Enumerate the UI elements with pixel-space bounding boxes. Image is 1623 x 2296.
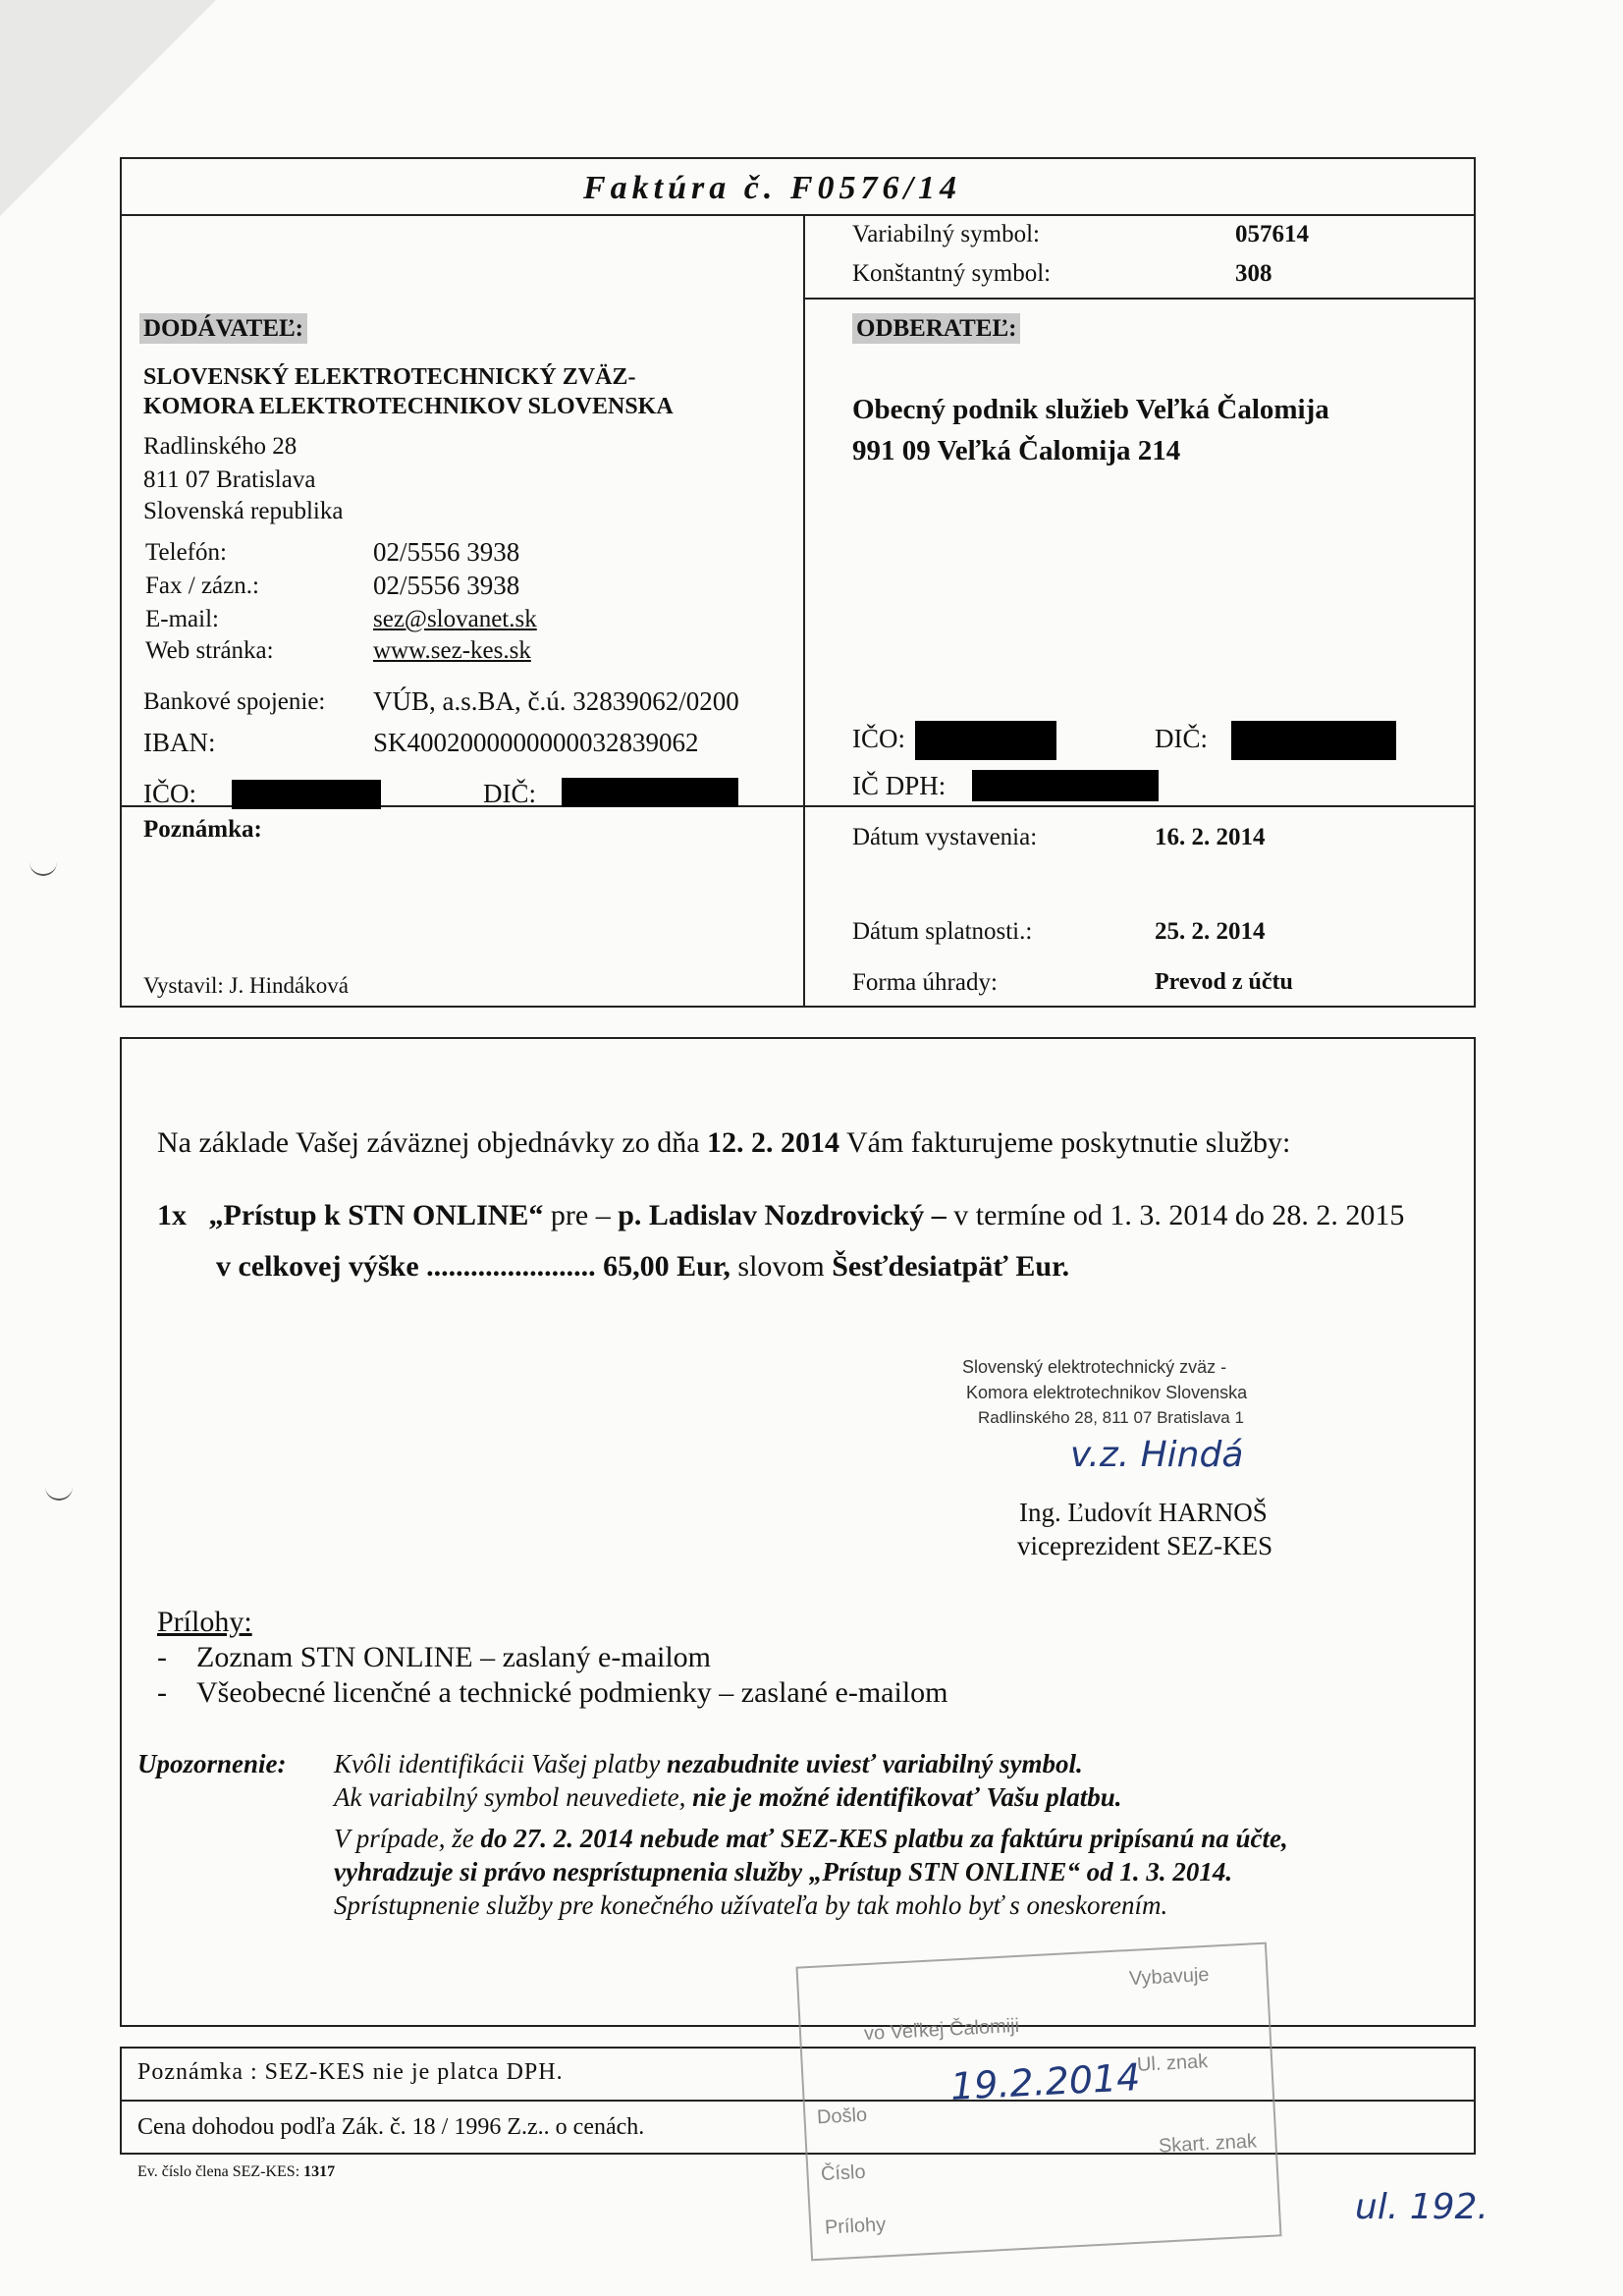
warning-line4: vyhradzuje si právo nesprístupnenia služby „Prístup STN ONLINE“ od 1. 3. 2014. xyxy=(334,1857,1233,1886)
stamp-town: vo Veľkej Čalomiji xyxy=(863,2014,1020,2046)
title-divider xyxy=(120,214,1476,216)
punch-hole-bottom xyxy=(45,1481,73,1501)
fax-value: 02/5556 3938 xyxy=(373,571,520,600)
stamp-prilohy: Prílohy xyxy=(824,2214,887,2239)
attachments-heading: Prílohy: xyxy=(157,1606,252,1638)
invoice-title: Faktúra č. F0576/14 xyxy=(583,170,961,206)
signatory-name: Ing. Ľudovít HARNOŠ xyxy=(1019,1498,1268,1527)
symbols-divider xyxy=(803,298,1476,300)
stamp-doslo: Došlo xyxy=(816,2104,868,2129)
member-number: Ev. číslo člena SEZ-KES: 1317 xyxy=(137,2163,336,2180)
web-link[interactable]: www.sez-kes.sk xyxy=(373,637,531,664)
stamp-skart-znak: Skart. znak xyxy=(1158,2130,1258,2158)
supplier-city: 811 07 Bratislava xyxy=(143,466,316,493)
warning-line3: V prípade, že do 27. 2. 2014 nebude mať SEZ-KES platbu za faktúru pripísanú na účte, xyxy=(334,1824,1288,1853)
item-line: 1x „Prístup k STN ONLINE“ pre – p. Ladislav Nozdrovický – v termíne od 1. 3. 2014 do 28. 2. 2015 xyxy=(157,1199,1405,1231)
fax-label: Fax / zázn.: xyxy=(145,573,259,599)
company-stamp-line3: Radlinského 28, 811 07 Bratislava 1 xyxy=(978,1408,1244,1427)
customer-icdph-label: IČ DPH: xyxy=(852,771,947,800)
warning-line5: Sprístupnenie služby pre konečného užívateľa by tak mohlo byť s oneskorením. xyxy=(334,1890,1168,1920)
variable-symbol-value: 057614 xyxy=(1235,221,1309,247)
customer-heading: ODBERATEĽ: xyxy=(852,314,1020,344)
customer-dic-redacted xyxy=(1231,721,1396,760)
warning-label: Upozornenie: xyxy=(137,1749,287,1778)
intro-line: Na základe Vašej záväznej objednávky zo dňa 12. 2. 2014 Vám fakturujeme poskytnutie služby: xyxy=(157,1126,1291,1159)
payment-method-value: Prevod z účtu xyxy=(1155,969,1293,995)
payment-method-label: Forma úhrady: xyxy=(852,969,998,996)
stamp-received-date: 19.2.2014 xyxy=(948,2054,1142,2109)
total-line: v celkovej výške ....................... 65,00 Eur, slovom Šesťdesiatpäť Eur. xyxy=(216,1250,1070,1283)
company-stamp-line1: Slovenský elektrotechnický zväz - xyxy=(962,1357,1227,1377)
supplier-name-line1: SLOVENSKÝ ELEKTROTECHNICKÝ ZVÄZ- xyxy=(143,364,636,390)
issue-date-label: Dátum vystavenia: xyxy=(852,824,1038,850)
stamp-uln-znak: Ul. znak xyxy=(1136,2050,1209,2076)
supplier-ico-label: IČO: xyxy=(143,779,196,808)
customer-ico-redacted xyxy=(915,721,1056,760)
supplier-street: Radlinského 28 xyxy=(143,433,298,460)
supplier-dic-label: DIČ: xyxy=(483,779,536,808)
warning-line1: Kvôli identifikácii Vašej platby nezabudnite uviesť variabilný symbol. xyxy=(334,1749,1083,1778)
handwritten-signature: v.z. Hindá xyxy=(1070,1435,1244,1475)
constant-symbol-value: 308 xyxy=(1235,260,1272,287)
issue-date-value: 16. 2. 2014 xyxy=(1155,824,1266,850)
bank-label: Bankové spojenie: xyxy=(143,688,326,715)
supplier-heading: DODÁVATEĽ: xyxy=(139,314,307,344)
margin-handwritten-note: ul. 192. xyxy=(1355,2187,1488,2227)
supplier-country: Slovenská republika xyxy=(143,498,344,524)
supplier-name-line2: KOMORA ELEKTROTECHNIKOV SLOVENSKA xyxy=(143,394,674,419)
web-label: Web stránka: xyxy=(145,637,274,664)
vat-note: Poznámka : SEZ-KES nie je platca DPH. xyxy=(137,2059,564,2085)
attachment-item: - Všeobecné licenčné a technické podmienky – zaslané e-mailom xyxy=(157,1676,948,1709)
signatory-role: viceprezident SEZ-KES xyxy=(1017,1531,1273,1560)
price-note: Cena dohodou podľa Zák. č. 18 / 1996 Z.z.. o cenách. xyxy=(137,2114,645,2140)
customer-icdph-redacted xyxy=(972,770,1159,801)
variable-symbol-label: Variabilný symbol: xyxy=(852,221,1040,247)
iban-value: SK4002000000000032839062 xyxy=(373,728,699,757)
phone-value: 02/5556 3938 xyxy=(373,537,520,567)
customer-ico-label: IČO: xyxy=(852,724,905,753)
due-date-label: Dátum splatnosti.: xyxy=(852,918,1033,945)
customer-name: Obecný podnik služieb Veľká Čalomija xyxy=(852,394,1329,425)
column-divider xyxy=(803,214,805,1008)
attachment-item: - Zoznam STN ONLINE – zaslaný e-mailom xyxy=(157,1641,712,1673)
iban-label: IBAN: xyxy=(143,728,216,757)
phone-label: Telefón: xyxy=(145,539,227,566)
punch-hole-top xyxy=(29,856,57,876)
issued-by: Vystavil: J. Hindáková xyxy=(143,973,349,998)
email-link[interactable]: sez@slovanet.sk xyxy=(373,606,537,632)
stamp-cislo: Číslo xyxy=(820,2160,867,2186)
note-label: Poznámka: xyxy=(143,816,262,843)
supplier-dic-redacted xyxy=(562,778,738,807)
customer-address: 991 09 Veľká Čalomija 214 xyxy=(852,435,1181,466)
invoice-header-box xyxy=(120,157,1476,1008)
email-label: E-mail: xyxy=(145,606,219,632)
customer-dic-label: DIČ: xyxy=(1155,724,1208,753)
warning-line2: Ak variabilný symbol neuvediete, nie je možné identifikovať Vašu platbu. xyxy=(334,1782,1122,1812)
due-date-value: 25. 2. 2014 xyxy=(1155,918,1266,945)
company-stamp-line2: Komora elektrotechnikov Slovenska xyxy=(966,1383,1248,1402)
bank-value: VÚB, a.s.BA, č.ú. 32839062/0200 xyxy=(373,686,739,716)
stamp-vybavuje: Vybavuje xyxy=(1128,1963,1211,1991)
constant-symbol-label: Konštantný symbol: xyxy=(852,260,1052,287)
supplier-ico-redacted xyxy=(232,780,381,809)
